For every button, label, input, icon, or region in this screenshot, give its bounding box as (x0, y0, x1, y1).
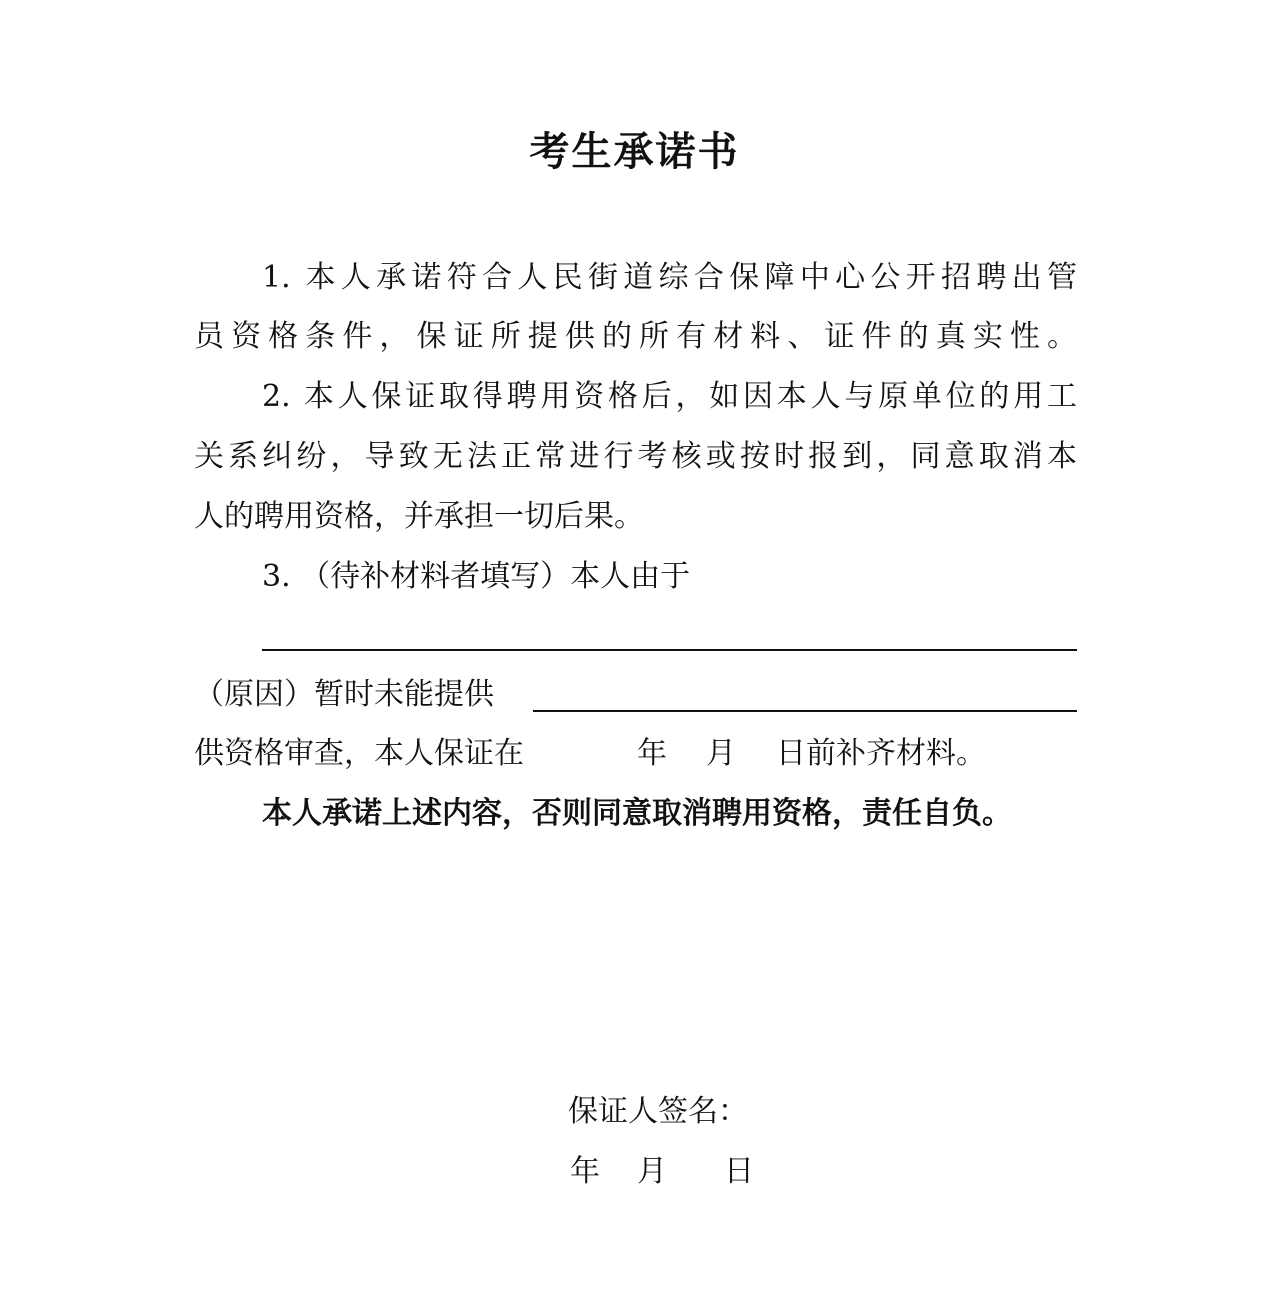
item3-reason-prefix: （原因）暂时未能提供 (194, 677, 494, 712)
item2-line3: 人的聘用资格，并承担一切后果。 (194, 499, 644, 534)
commitment-statement: 本人承诺上述内容，否则同意取消聘用资格，责任自负。 (262, 796, 1012, 831)
item3-year-label: 年 (637, 736, 667, 771)
reason-blank-line[interactable] (262, 649, 1077, 651)
item1-line2: 员资格条件，保证所提供的所有材料、证件的真实性。 (194, 319, 1077, 354)
signature-day-label: 日 (724, 1154, 754, 1189)
signature-year-label: 年 (570, 1154, 600, 1189)
item3-line1: 3. （待补材料者填写）本人由于 (262, 559, 691, 594)
item3-day-suffix: 日前补齐材料。 (776, 736, 986, 771)
signature-month-label: 月 (637, 1154, 667, 1189)
item1-line1: 1. 本人承诺符合人民街道综合保障中心公开招聘出管 (262, 260, 1077, 295)
item3-line3-prefix: 供资格审查，本人保证在 (194, 736, 524, 771)
item3-month-label: 月 (706, 736, 736, 771)
document-title: 考生承诺书 (529, 128, 740, 175)
materials-blank-line[interactable] (533, 710, 1077, 712)
signature-label: 保证人签名： (568, 1094, 748, 1129)
item2-line1: 2. 本人保证取得聘用资格后，如因本人与原单位的用工 (262, 379, 1077, 414)
item2-line2: 关系纠纷，导致无法正常进行考核或按时报到，同意取消本 (194, 439, 1077, 474)
